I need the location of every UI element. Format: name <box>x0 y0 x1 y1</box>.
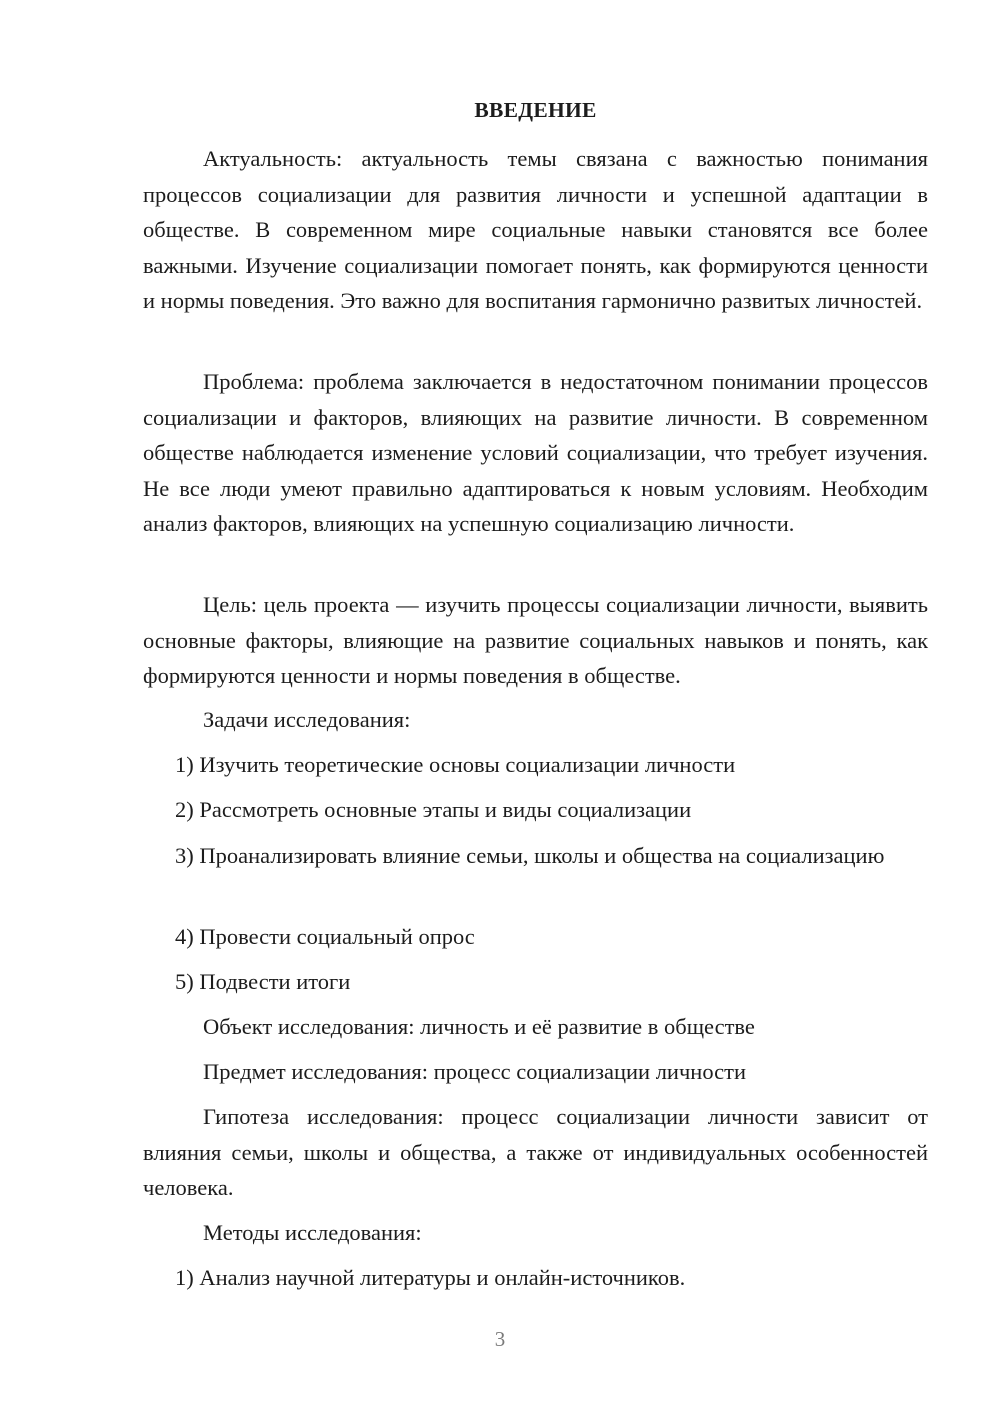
task-item-3: 3) Проанализировать влияние семьи, школы и общества на социализацию <box>175 843 885 868</box>
research-subject: Предмет исследования: процесс социализации личности <box>203 1059 746 1084</box>
tasks-heading: Задачи исследования: <box>203 707 411 732</box>
method-item-1: 1) Анализ научной литературы и онлайн-источников. <box>175 1265 686 1290</box>
task-item-4: 4) Провести социальный опрос <box>175 924 475 949</box>
paragraph-problem: Проблема: проблема заключается в недостаточном понимании процессов социализации и факторов, влияющих на развитие личности. В современном обществе наблюдается изменение условий социализации, что требует изучения. Не все люди умеют правильно адаптироваться к новым условиям. Необходим анализ факторов, влияющих на успешную социализацию личности. <box>143 369 928 536</box>
research-object: Объект исследования: личность и её развитие в обществе <box>203 1014 755 1039</box>
task-item-2: 2) Рассмотреть основные этапы и виды социализации <box>175 797 692 822</box>
page-number: 3 <box>494 1327 506 1351</box>
research-hypothesis: Гипотеза исследования: процесс социализации личности зависит от влияния семьи, школы и общества, а также от индивидуальных особенностей человека. <box>143 1104 928 1200</box>
paragraph-goal: Цель: цель проекта — изучить процессы социализации личности, выявить основные факторы, влияющие на развитие социальных навыков и понять, как формируются ценности и нормы поведения в обществе. <box>143 592 928 688</box>
task-item-5: 5) Подвести итоги <box>175 969 351 994</box>
task-item-1: 1) Изучить теоретические основы социализации личности <box>175 752 736 777</box>
page-title: ВВЕДЕНИЕ <box>474 98 597 122</box>
paragraph-relevance: Актуальность: актуальность темы связана с важностью понимания процессов социализации для развития личности и успешной адаптации в обществе. В современном мире социальные навыки становятся все более важными. Изучение социализации помогает понять, как формируются ценности и нормы поведения. Это важно для воспитания гармонично развитых личностей. <box>143 146 928 313</box>
methods-heading: Методы исследования: <box>203 1220 422 1245</box>
